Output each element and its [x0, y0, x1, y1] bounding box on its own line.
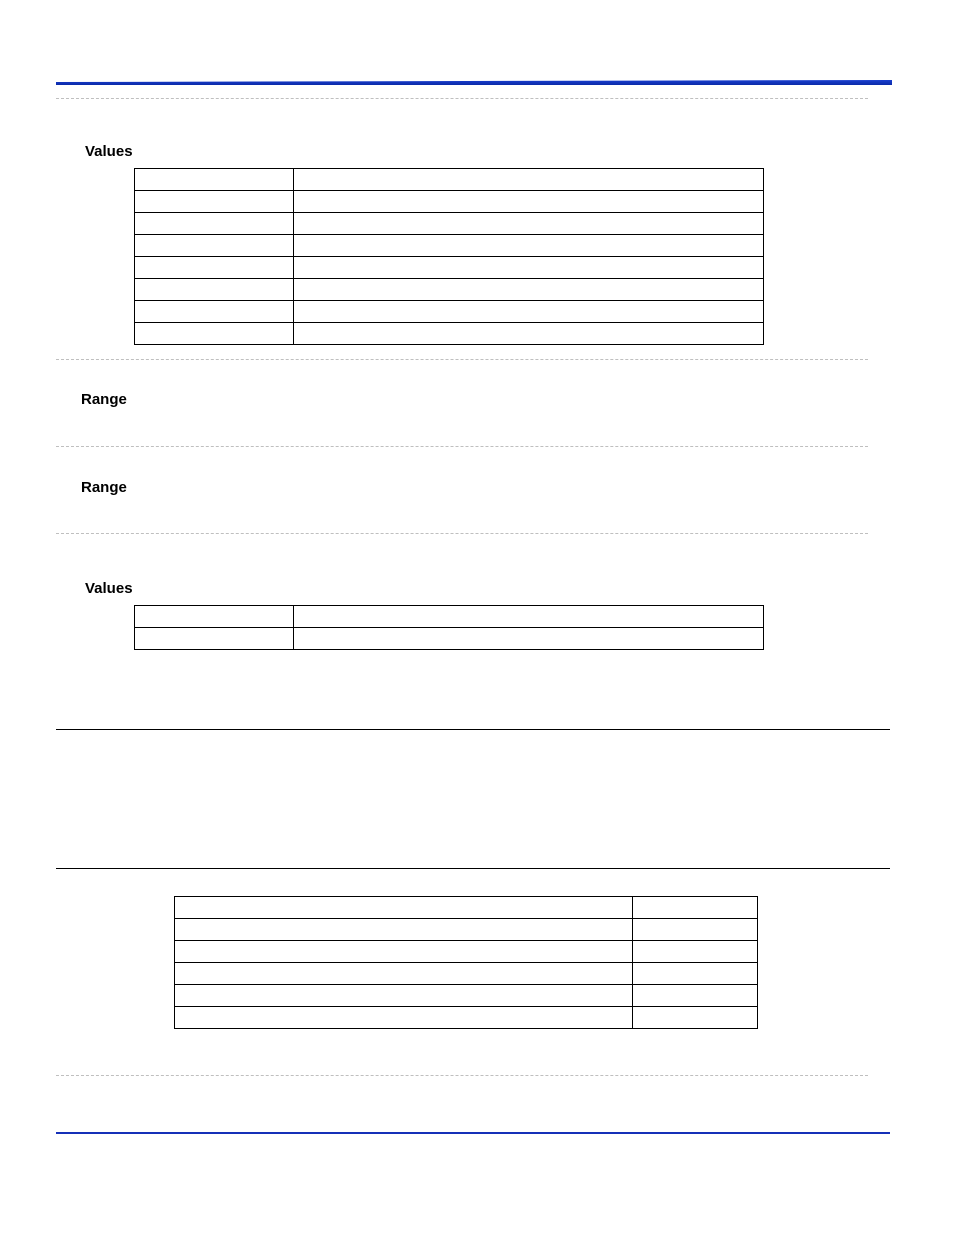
- values-table-1: [134, 168, 764, 345]
- horizontal-rule: [56, 729, 890, 730]
- table-row: [135, 191, 764, 213]
- table-row: [175, 1007, 758, 1029]
- values-label-1: Values: [85, 143, 133, 160]
- table-row: [135, 323, 764, 345]
- range-label-2: Range: [81, 479, 127, 496]
- data-table-3: [174, 896, 758, 1029]
- table-row: [135, 279, 764, 301]
- horizontal-rule: [56, 868, 890, 869]
- section-divider: [56, 446, 868, 447]
- table-row: [135, 628, 764, 650]
- table-row: [135, 606, 764, 628]
- table-row: [135, 301, 764, 323]
- table-row: [175, 985, 758, 1007]
- values-label-2: Values: [85, 580, 133, 597]
- table-row: [135, 169, 764, 191]
- section-divider: [56, 1075, 868, 1076]
- table-row: [135, 213, 764, 235]
- table-row: [175, 919, 758, 941]
- section-divider: [56, 359, 868, 360]
- table-row: [135, 257, 764, 279]
- table-row: [175, 963, 758, 985]
- range-label-1: Range: [81, 391, 127, 408]
- section-divider: [56, 98, 868, 99]
- table-row: [175, 941, 758, 963]
- values-table-2: [134, 605, 764, 650]
- table-row: [175, 897, 758, 919]
- table-row: [135, 235, 764, 257]
- footer-accent-bar: [56, 1132, 890, 1134]
- header-accent-bar: [56, 80, 892, 85]
- section-divider: [56, 533, 868, 534]
